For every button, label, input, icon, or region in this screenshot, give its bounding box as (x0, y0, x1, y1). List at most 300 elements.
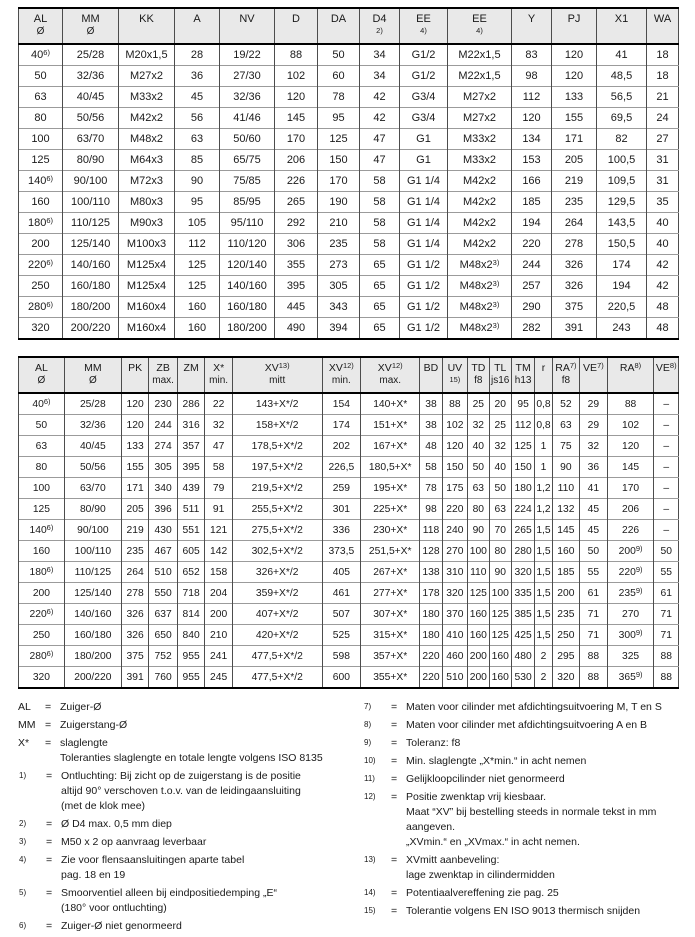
table-cell: 220,5 (597, 297, 647, 318)
table-cell: 45 (175, 87, 220, 108)
table-cell: 306 (275, 234, 318, 255)
table-cell: 320 (511, 562, 534, 583)
footnote-text: = Maten voor cilinder met afdichtingsuitvoering A en B (391, 719, 648, 731)
table-cell: 598 (322, 646, 361, 667)
column-header: ZM (177, 357, 205, 393)
table-cell: 167+X* (361, 436, 420, 457)
footnote-text: = Toleranz: f8 (391, 737, 461, 749)
footnote-text: = Zuiger-Ø (45, 701, 102, 713)
table-cell: 65 (360, 297, 400, 318)
table-cell: 120 (512, 108, 552, 129)
column-header: UV 15) (442, 357, 467, 393)
table-cell: 100 (468, 541, 489, 562)
column-header: X* min. (205, 357, 233, 393)
table-cell: 325 (607, 646, 654, 667)
table-cell: 29 (580, 415, 608, 436)
table-cell: 343 (318, 297, 360, 318)
table-cell: 206 (275, 150, 318, 171)
table-cell: 120 (275, 87, 318, 108)
table-cell: 32/36 (220, 87, 275, 108)
table-cell: M160x4 (119, 297, 175, 318)
table-cell: 120 (121, 393, 149, 415)
table-cell: 225+X* (361, 499, 420, 520)
footnote-item (363, 904, 679, 919)
table-cell: M90x3 (119, 213, 175, 234)
table-cell: 100/110 (64, 541, 121, 562)
table-cell: M64x3 (119, 150, 175, 171)
table-cell: 42 (647, 255, 679, 276)
table-cell: 265 (275, 192, 318, 213)
table-cell: 41/46 (220, 108, 275, 129)
table-cell: 110/125 (63, 213, 119, 234)
table-cell: 160/180 (64, 625, 121, 646)
table-cell: 125 (19, 150, 63, 171)
table-cell: 70 (489, 520, 511, 541)
table-cell: 490 (275, 318, 318, 340)
footnote-marker: 3) (19, 837, 27, 846)
column-header: AL Ø (19, 8, 63, 44)
table-cell: 69,5 (597, 108, 647, 129)
footnote-marker: 8) (364, 720, 372, 729)
table-cell: 355 (275, 255, 318, 276)
table-cell: 41 (580, 478, 608, 499)
table-cell: 138 (420, 562, 442, 583)
table-cell: 61 (580, 583, 608, 604)
table-cell: 155 (121, 457, 149, 478)
table-cell: 180$^{6)}$ (19, 562, 65, 583)
table-cell: 171 (552, 129, 597, 150)
table-cell: 120 (552, 44, 597, 66)
footnote-marker: 1) (19, 771, 27, 780)
table-cell: 220$^{9)}$ (607, 562, 654, 583)
table-cell: M42x2 (448, 192, 512, 213)
footnote-marker: 2) (19, 819, 27, 828)
table-cell: 63 (468, 478, 489, 499)
table-cell: 80 (489, 541, 511, 562)
table-cell: 88 (580, 667, 608, 689)
table-cell: 752 (149, 646, 178, 667)
table2-header (19, 357, 679, 393)
table-cell: 160 (468, 625, 489, 646)
table-cell: 250 (19, 276, 63, 297)
table-cell: 40/45 (64, 436, 121, 457)
table-cell: 58 (205, 457, 233, 478)
table-cell: 190 (318, 192, 360, 213)
table-cell: – (654, 499, 679, 520)
table-cell: 63 (19, 87, 63, 108)
table-cell: – (654, 520, 679, 541)
table-cell: 241 (205, 646, 233, 667)
table-cell: 160 (552, 541, 580, 562)
table-cell: 63/70 (64, 478, 121, 499)
table-cell: 550 (149, 583, 178, 604)
table-cell: 22 (205, 393, 233, 415)
table-cell: 120 (552, 66, 597, 87)
column-header: EE 4) (448, 8, 512, 44)
table-cell: 58 (420, 457, 442, 478)
table-cell: 40 (647, 234, 679, 255)
table-cell: 32 (489, 436, 511, 457)
table-row (19, 213, 679, 234)
table-cell: 75/85 (220, 171, 275, 192)
column-header: TD f8 (468, 357, 489, 393)
footnote-item (363, 853, 679, 883)
table-cell: 275,5+X*/2 (232, 520, 322, 541)
footnote-item (363, 790, 679, 850)
table-cell: 180 (420, 604, 442, 625)
table-cell: 88 (607, 393, 654, 415)
column-header: MM Ø (64, 357, 121, 393)
table-cell: 42 (360, 87, 400, 108)
table-cell: 42 (647, 276, 679, 297)
table-cell: 206 (607, 499, 654, 520)
table-cell: M48x2$^{3)}$ (448, 276, 512, 297)
table-cell: G1 (400, 150, 448, 171)
table-cell: 47 (205, 436, 233, 457)
table-cell: 265 (511, 520, 534, 541)
table-cell: 394 (318, 318, 360, 340)
table-cell: 125 (489, 625, 511, 646)
table-cell: 47 (360, 129, 400, 150)
table-cell: 42 (360, 108, 400, 129)
table-cell: 80 (19, 108, 63, 129)
table-cell: 286 (177, 393, 205, 415)
table-cell: 110 (552, 478, 580, 499)
table-cell: G1/2 (400, 66, 448, 87)
table-cell: 652 (177, 562, 205, 583)
table-cell: 316 (177, 415, 205, 436)
table-cell: 32/36 (64, 415, 121, 436)
table-cell: 219 (121, 520, 149, 541)
cylinder-dimensions-table-1 (18, 7, 679, 340)
table-row (19, 520, 679, 541)
table-cell: 31 (647, 171, 679, 192)
column-header: Y (512, 8, 552, 44)
footnote-marker: 11) (364, 774, 375, 783)
table-cell: 1,5 (535, 541, 552, 562)
table-cell: 65 (360, 276, 400, 297)
table-cell: 305 (149, 457, 178, 478)
column-header: PK (121, 357, 149, 393)
table-cell: 100,5 (597, 150, 647, 171)
table-cell: 25/28 (63, 44, 119, 66)
table-cell: 100/110 (63, 192, 119, 213)
table-cell: 200/220 (63, 318, 119, 340)
table-cell: 40 (489, 457, 511, 478)
table-cell: 27 (647, 129, 679, 150)
table-cell: 605 (177, 541, 205, 562)
table-cell: 200 (468, 667, 489, 689)
table-cell: 840 (177, 625, 205, 646)
table-cell: 274 (149, 436, 178, 457)
footnotes-right-column (363, 700, 679, 937)
table-cell: 58 (360, 234, 400, 255)
table-cell: 71 (654, 625, 679, 646)
table-cell: 88 (654, 646, 679, 667)
table-cell: 0,8 (535, 393, 552, 415)
table-cell: G3/4 (400, 87, 448, 108)
table-cell: 280$^{6)}$ (19, 297, 63, 318)
table-cell: 160/180 (220, 297, 275, 318)
table-cell: 210 (205, 625, 233, 646)
table-cell: 142 (205, 541, 233, 562)
footnote-marker: 10) (364, 756, 376, 765)
table-cell: 50 (19, 415, 65, 436)
column-header: PJ (552, 8, 597, 44)
footnote-item (363, 718, 679, 733)
table-cell: 230 (149, 393, 178, 415)
column-header: EE 4) (400, 8, 448, 44)
table-cell: 90 (552, 457, 580, 478)
table-cell: 160 (489, 646, 511, 667)
table-row (19, 318, 679, 340)
table-cell: 79 (205, 478, 233, 499)
table-cell: 220$^{6)}$ (19, 604, 65, 625)
table-cell: 395 (275, 276, 318, 297)
table-cell: 88 (275, 44, 318, 66)
table-cell: 326 (552, 276, 597, 297)
column-header: XV$^{12)}$ max. (361, 357, 420, 393)
table-cell: 194 (512, 213, 552, 234)
table-cell: 235 (121, 541, 149, 562)
table-cell: 160 (468, 604, 489, 625)
table-cell: 1 (535, 436, 552, 457)
table-cell: 112 (511, 415, 534, 436)
table-cell: 205 (552, 150, 597, 171)
table-cell: 125 (511, 436, 534, 457)
table-cell: 336 (322, 520, 361, 541)
table-cell: 396 (149, 499, 178, 520)
table-cell: 280$^{6)}$ (19, 646, 65, 667)
footnote-item (363, 700, 679, 715)
table-cell: 35 (647, 192, 679, 213)
table-cell: 160 (19, 192, 63, 213)
table-cell: 80 (468, 499, 489, 520)
table-cell: M33x2 (119, 87, 175, 108)
table-cell: 264 (552, 213, 597, 234)
table-cell: 40$^{6)}$ (19, 44, 63, 66)
footnote-marker: 13) (364, 855, 376, 864)
footnote-item (18, 769, 363, 814)
column-header: VE$^{8)}$ (654, 357, 679, 393)
table-cell: 257 (512, 276, 552, 297)
table-cell: 90 (468, 520, 489, 541)
table-cell: 112 (512, 87, 552, 108)
table-cell: M48x2 (119, 129, 175, 150)
footnote-item (18, 835, 363, 850)
table-cell: 65 (360, 318, 400, 340)
table-cell: 63 (175, 129, 220, 150)
table-cell: 85/95 (220, 192, 275, 213)
table-cell: 48 (420, 436, 442, 457)
table-cell: M27x2 (448, 108, 512, 129)
table-cell: 80 (19, 457, 65, 478)
column-header: XV$^{12)}$ min. (322, 357, 361, 393)
table-cell: 78 (318, 87, 360, 108)
table-cell: 112 (175, 234, 220, 255)
table-cell: 170 (607, 478, 654, 499)
table-cell: 530 (511, 667, 534, 689)
table-cell: 220 (420, 646, 442, 667)
table-cell: M72x3 (119, 171, 175, 192)
table-cell: M42x2 (448, 171, 512, 192)
table-cell: 335 (511, 583, 534, 604)
table-cell: 955 (177, 646, 205, 667)
table-cell: 226 (275, 171, 318, 192)
table-cell: 760 (149, 667, 178, 689)
table-cell: 220 (512, 234, 552, 255)
table-cell: 58 (360, 213, 400, 234)
table-cell: – (654, 436, 679, 457)
table-cell: 150 (442, 457, 467, 478)
footnote-item (18, 853, 363, 883)
table-cell: 320 (19, 318, 63, 340)
table-cell: 32/36 (63, 66, 119, 87)
table-cell: G1 (400, 129, 448, 150)
table-cell: 224 (511, 499, 534, 520)
table-cell: 153 (512, 150, 552, 171)
table-cell: 1,2 (535, 499, 552, 520)
table-cell: 50/56 (64, 457, 121, 478)
table-cell: 125/140 (64, 583, 121, 604)
table-cell: 50 (580, 541, 608, 562)
table-cell: 407+X*/2 (232, 604, 322, 625)
table-cell: 50/56 (63, 108, 119, 129)
table-cell: 278 (121, 583, 149, 604)
table-cell: G1 1/2 (400, 276, 448, 297)
table-cell: 320 (552, 667, 580, 689)
table-cell: 1,5 (535, 520, 552, 541)
table-cell: 121 (205, 520, 233, 541)
column-header: D (275, 8, 318, 44)
table-cell: 41 (597, 44, 647, 66)
table-cell: 133 (121, 436, 149, 457)
footnote-item (363, 736, 679, 751)
column-header: BD (420, 357, 442, 393)
footnotes-left-column (18, 700, 363, 937)
table1-header (19, 8, 679, 44)
table-cell: 143+X*/2 (232, 393, 322, 415)
column-header: VE$^{7)}$ (580, 357, 608, 393)
table-cell: 1,5 (535, 583, 552, 604)
table-cell: 95/110 (220, 213, 275, 234)
table-cell: 245 (205, 667, 233, 689)
table-cell: 814 (177, 604, 205, 625)
table-cell: 145 (275, 108, 318, 129)
table-cell: 280 (511, 541, 534, 562)
table-cell: 410 (442, 625, 467, 646)
table-cell: 250 (552, 625, 580, 646)
table-cell: 301 (322, 499, 361, 520)
table-cell: 20 (489, 393, 511, 415)
table-cell: 32 (205, 415, 233, 436)
footnote-text: = Min. slaglengte „X*min.“ in acht nemen (391, 755, 587, 767)
column-header: KK (119, 8, 175, 44)
table-cell: 151+X* (361, 415, 420, 436)
table-cell: 273 (318, 255, 360, 276)
table-cell: 395 (177, 457, 205, 478)
table-cell: G1 1/2 (400, 255, 448, 276)
table-row (19, 562, 679, 583)
table-cell: 45 (580, 499, 608, 520)
table-cell: 160 (175, 318, 220, 340)
footnote-item (18, 736, 363, 766)
table-cell: 200/220 (64, 667, 121, 689)
table-cell: 40 (647, 213, 679, 234)
table-cell: G1 1/2 (400, 318, 448, 340)
table-cell: 50 (19, 66, 63, 87)
table-row (19, 646, 679, 667)
table-cell: 1,5 (535, 562, 552, 583)
table-cell: 110 (468, 562, 489, 583)
table-cell: 185 (552, 562, 580, 583)
table-cell: 240 (442, 520, 467, 541)
table-cell: G3/4 (400, 108, 448, 129)
column-header: RA$^{8)}$ (607, 357, 654, 393)
table-cell: 178,5+X*/2 (232, 436, 322, 457)
table-cell: 251,5+X* (361, 541, 420, 562)
table-row (19, 393, 679, 415)
table-cell: M48x2$^{3)}$ (448, 297, 512, 318)
table-row (19, 541, 679, 562)
table-row (19, 171, 679, 192)
table-cell: 36 (580, 457, 608, 478)
footnote-item (363, 754, 679, 769)
table-cell: M160x4 (119, 318, 175, 340)
column-header: A (175, 8, 220, 44)
table-row (19, 44, 679, 66)
table-cell: 150 (511, 457, 534, 478)
table-cell: 143,5 (597, 213, 647, 234)
table-cell: 326 (121, 625, 149, 646)
table-cell: 129,5 (597, 192, 647, 213)
table-cell: 90/100 (64, 520, 121, 541)
table-cell: 180 (511, 478, 534, 499)
table-cell: G1 1/4 (400, 171, 448, 192)
table-cell: 56,5 (597, 87, 647, 108)
table-cell: 102 (442, 415, 467, 436)
table-cell: 140+X* (361, 393, 420, 415)
table-cell: 180$^{6)}$ (19, 213, 63, 234)
footnote-marker: 15) (364, 906, 376, 915)
table-cell: 282 (512, 318, 552, 340)
column-header: D4 2) (360, 8, 400, 44)
table-cell: 235 (552, 604, 580, 625)
table-cell: 125/140 (63, 234, 119, 255)
table-cell: 511 (177, 499, 205, 520)
table-cell: 61 (654, 583, 679, 604)
table-cell: 63/70 (63, 129, 119, 150)
table-cell: M48x2$^{3)}$ (448, 318, 512, 340)
table-cell: 174 (597, 255, 647, 276)
table-cell: 55 (654, 562, 679, 583)
table-cell: 48,5 (597, 66, 647, 87)
table-cell: 109,5 (597, 171, 647, 192)
table-cell: 50 (468, 457, 489, 478)
table-cell: 95 (318, 108, 360, 129)
table-cell: 28 (175, 44, 220, 66)
table-row (19, 234, 679, 255)
table-cell: 220$^{6)}$ (19, 255, 63, 276)
table-cell: 180/200 (220, 318, 275, 340)
table-cell: 295 (552, 646, 580, 667)
table-cell: G1/2 (400, 44, 448, 66)
cylinder-dimensions-table-2 (18, 356, 679, 689)
table-cell: G1 1/2 (400, 297, 448, 318)
table-cell: 477,5+X*/2 (232, 646, 322, 667)
table-cell: 955 (177, 667, 205, 689)
table-cell: M27x2 (448, 87, 512, 108)
